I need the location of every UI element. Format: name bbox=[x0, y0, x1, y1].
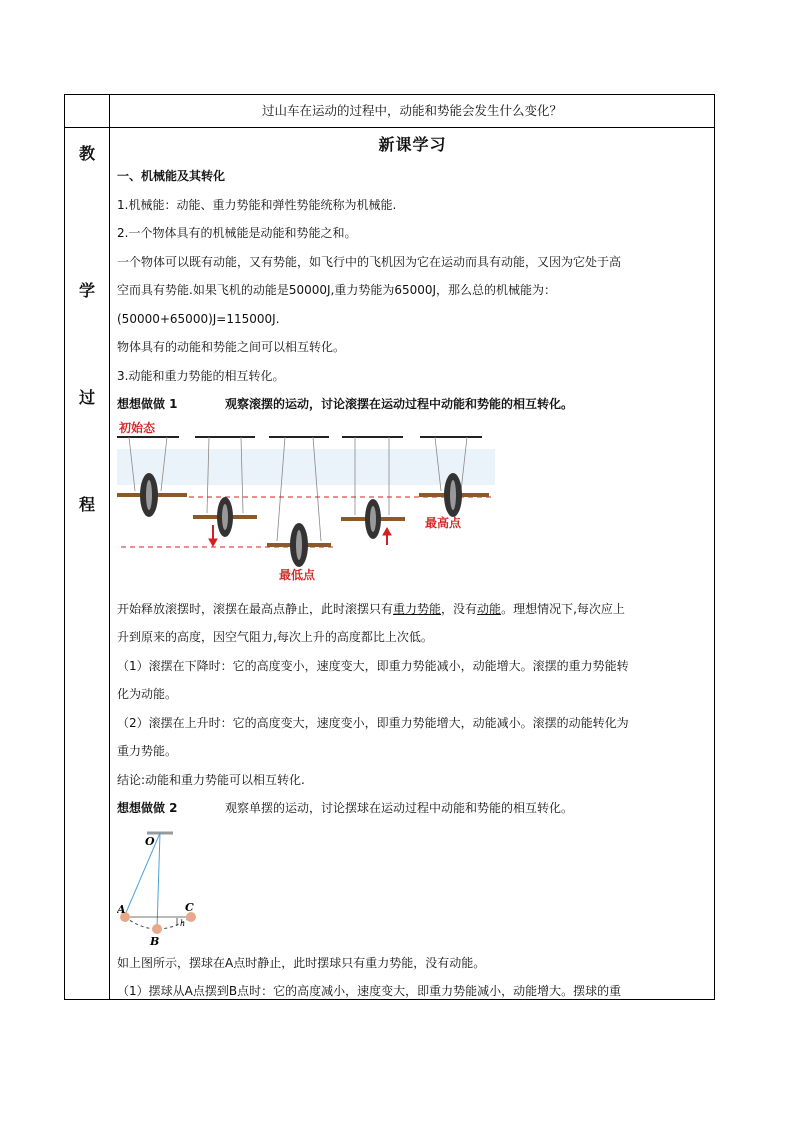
label-a: A bbox=[117, 902, 126, 916]
paragraph: 升到原来的高度，因空气阻力,每次上升的高度都比上次低。 bbox=[117, 630, 433, 644]
paragraph: 结论:动能和重力势能可以相互转化. bbox=[117, 772, 305, 787]
activity-label: 想想做做 2 bbox=[117, 801, 178, 815]
underlined-term: 动能 bbox=[477, 601, 502, 616]
paragraph: 1.机械能：动能、重力势能和弹性势能统称为机械能. bbox=[117, 197, 397, 212]
label-c: C bbox=[185, 900, 194, 914]
wheel bbox=[341, 499, 405, 539]
up-arrow-icon bbox=[383, 528, 391, 545]
pendulum-string bbox=[157, 833, 160, 929]
paragraph: 空而具有势能.如果飞机的动能是50000J,重力势能为65000J，那么总的机械能为： bbox=[117, 283, 557, 297]
paragraph: (50000+65000)J=115000J. bbox=[117, 311, 280, 326]
label-o: O bbox=[145, 834, 155, 848]
wheel bbox=[193, 497, 257, 537]
label-highest: 最高点 bbox=[425, 515, 462, 530]
underlined-term: 重力势能 bbox=[393, 601, 442, 616]
lesson-table bbox=[64, 94, 715, 1000]
paragraph: （2）滚摆在上升时：它的高度变大，速度变小，即重力势能增大，动能减小。滚摆的动能转化为 bbox=[117, 715, 629, 730]
paragraph: 一个物体可以既有动能，又有势能，如飞行中的飞机因为它在运动而具有动能，又因为它处于高 bbox=[117, 254, 622, 269]
heading-mechanical-energy: 一、机械能及其转化 bbox=[117, 169, 226, 183]
label-b: B bbox=[150, 934, 160, 948]
paragraph: 物体具有的动能和势能之间可以相互转化。 bbox=[117, 340, 346, 354]
side-label-char: 过 bbox=[78, 388, 95, 407]
down-arrow-icon bbox=[209, 525, 217, 546]
activity-2 bbox=[117, 794, 708, 823]
lesson-question: 过山车在运动的过程中，动能和势能会发生什么变化？ bbox=[261, 103, 562, 118]
side-label-char: 程 bbox=[78, 495, 95, 514]
label-h: h bbox=[180, 918, 186, 928]
activity-text: 观察滚摆的运动，讨论滚摆在运动过程中动能和势能的相互转化。 bbox=[225, 397, 574, 411]
label-lowest: 最低点 bbox=[279, 567, 316, 582]
maxwell-wheel-figure bbox=[117, 421, 507, 591]
wheel bbox=[267, 523, 331, 567]
paragraph: 2.一个物体具有的机械能是动能和势能之和。 bbox=[117, 226, 357, 240]
side-label-char: 学 bbox=[78, 281, 95, 300]
side-label-char: 教 bbox=[78, 144, 95, 163]
paragraph: 化为动能。 bbox=[117, 687, 178, 701]
paragraph: 如上图所示，摆球在A点时静止，此时摆球只有重力势能，没有动能。 bbox=[117, 955, 486, 970]
paragraph: 3.动能和重力势能的相互转化。 bbox=[117, 368, 285, 383]
paragraph: 开始释放滚摆时，滚摆在最高点静止，此时滚摆只有重力势能，没有动能。理想情况下,每次应上 bbox=[117, 601, 625, 616]
paragraph: （1）滚摆在下降时：它的高度变小，速度变大，即重力势能减小，动能增大。滚摆的重力势能转 bbox=[117, 658, 629, 673]
paragraph: 重力势能。 bbox=[117, 744, 178, 758]
pendulum-string bbox=[125, 833, 160, 915]
lesson-content bbox=[117, 128, 708, 999]
paragraph: （1）摆球从A点摆到B点时：它的高度减小，速度变大，即重力势能减小，动能增大。摆球的重 bbox=[117, 984, 622, 998]
pendulum-figure bbox=[117, 825, 213, 949]
ball-b bbox=[152, 924, 162, 934]
activity-text: 观察单摆的运动，讨论摆球在运动过程中动能和势能的相互转化。 bbox=[225, 801, 574, 815]
section-title: 新课学习 bbox=[378, 135, 447, 154]
label-initial: 初始态 bbox=[119, 420, 156, 435]
column-divider bbox=[109, 95, 110, 999]
activity-label: 想想做做 1 bbox=[117, 397, 178, 411]
activity-1 bbox=[117, 390, 708, 419]
